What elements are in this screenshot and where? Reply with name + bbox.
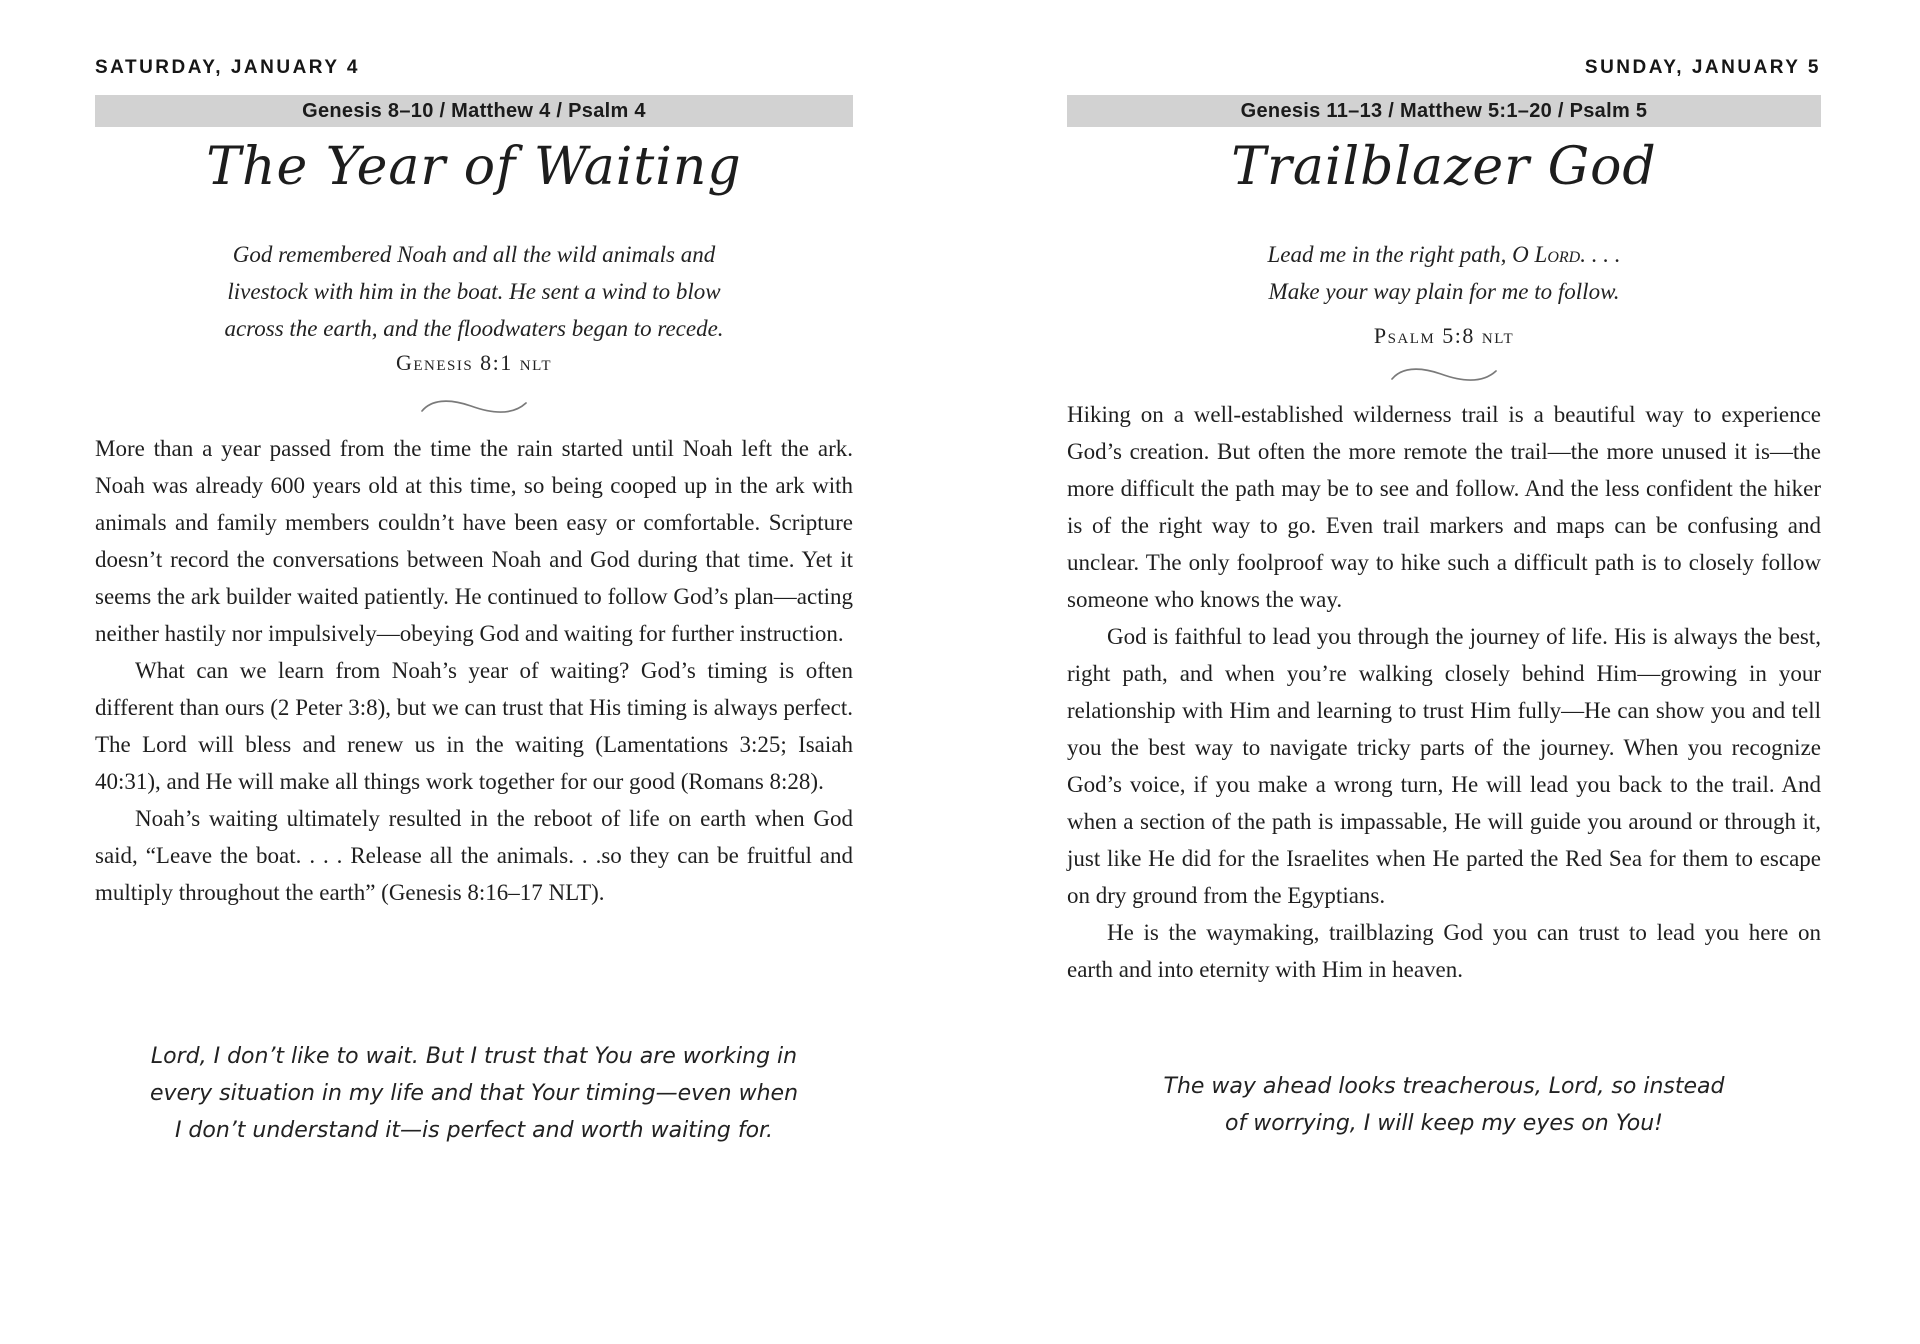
flourish-divider-icon xyxy=(1067,364,1821,393)
flourish-divider-icon xyxy=(95,396,853,425)
body-paragraph: Hiking on a well-established wilderness trail is a beautiful way to experience God’s creation. But often the more remote the trail—the more unused it is—the more difficult the path may be to see and follow. And the less confident the hiker is of the right way to go. Even trail markers and maps can be confusing and unclear. The only foolproof way to hike such a difficult path is to closely follow someone who knows the way. xyxy=(1067,402,1821,612)
body-paragraph: He is the waymaking, trailblazing God you can trust to lead you here on earth and into eternity with Him in heaven. xyxy=(1067,920,1821,982)
reading-plan-text: Genesis 8–10 / Matthew 4 / Psalm 4 xyxy=(302,100,646,122)
prayer-text xyxy=(125,1038,822,1149)
scripture-line: livestock with him in the boat. He sent a wind to blow xyxy=(227,279,721,304)
prayer-line: I don’t understand it—is perfect and worth waiting for. xyxy=(174,1118,774,1143)
scripture-quote xyxy=(95,236,853,347)
page-right xyxy=(1067,0,1821,1344)
reading-plan-bar xyxy=(95,95,853,127)
devotion-title: The Year of Waiting xyxy=(206,137,742,197)
date-header: SATURDAY, JANUARY 4 xyxy=(95,57,360,78)
scripture-line: God remembered Noah and all the wild animals and xyxy=(232,242,716,267)
scripture-line: Lead me in the right path, O Lord. . . . xyxy=(1267,242,1621,267)
devotion-body xyxy=(95,430,853,911)
prayer-line: every situation in my life and that Your timing—even when xyxy=(149,1081,799,1106)
devotion-body xyxy=(1067,396,1821,988)
page-left xyxy=(95,0,853,1344)
scripture-reference: Genesis 8:1 nlt xyxy=(395,350,553,375)
body-paragraph: God is faithful to lead you through the journey of life. His is always the best, right path, and when you’re walking closely behind Him—growing in your relationship with Him and learning to trust Him fully—He can show you and tell you the best way to navigate tricky parts of the journey. When you recognize God’s voice, if you make a wrong turn, He will lead you back to the trail. And when a section of the path is impassable, He will guide you around or through it, just like He did for the Israelites when He parted the Red Sea for them to escape on dry ground from the Egyptians. xyxy=(1067,624,1821,908)
devotion-title: Trailblazer God xyxy=(1231,137,1657,197)
date-header: SUNDAY, JANUARY 5 xyxy=(1584,57,1821,78)
prayer-text xyxy=(1097,1068,1791,1142)
reading-plan-bar xyxy=(1067,95,1821,127)
body-paragraph: What can we learn from Noah’s year of waiting? God’s timing is often different than ours (2 Peter 3:8), but we can trust that His timing is always perfect. The Lord will bless and renew us in the waiting (Lamentations 3:25; Isaiah 40:31), and He will make all things work together for our good (Romans 8:28). xyxy=(95,658,853,794)
reading-plan-text: Genesis 11–13 / Matthew 5:1–20 / Psalm 5 xyxy=(1240,100,1648,122)
prayer-line: Lord, I don’t like to wait. But I trust that You are working in xyxy=(150,1044,798,1069)
scripture-reference: Psalm 5:8 nlt xyxy=(1373,323,1515,348)
prayer-line: of worrying, I will keep my eyes on You! xyxy=(1225,1111,1663,1136)
body-paragraph: More than a year passed from the time the rain started until Noah left the ark. Noah was already 600 years old at this time, so being cooped up in the ark with animals and family members couldn’t have been easy or comfortable. Scripture doesn’t record the conversations between Noah and God during that time. Yet it seems the ark builder waited patiently. He continued to follow God’s plan—acting neither hastily nor impulsively—obeying God and waiting for further instruction. xyxy=(95,436,853,646)
scripture-quote xyxy=(1067,236,1821,310)
body-paragraph: Noah’s waiting ultimately resulted in the reboot of life on earth when God said, “Leave the boat. . . . Release all the animals. . .so they can be fruitful and multiply throughout the earth” (Genesis 8:16–17 NLT). xyxy=(95,806,853,905)
prayer-line: The way ahead looks treacherous, Lord, so instead xyxy=(1163,1074,1725,1099)
scripture-line: Make your way plain for me to follow. xyxy=(1268,279,1620,304)
scripture-line: across the earth, and the floodwaters began to recede. xyxy=(224,316,724,341)
